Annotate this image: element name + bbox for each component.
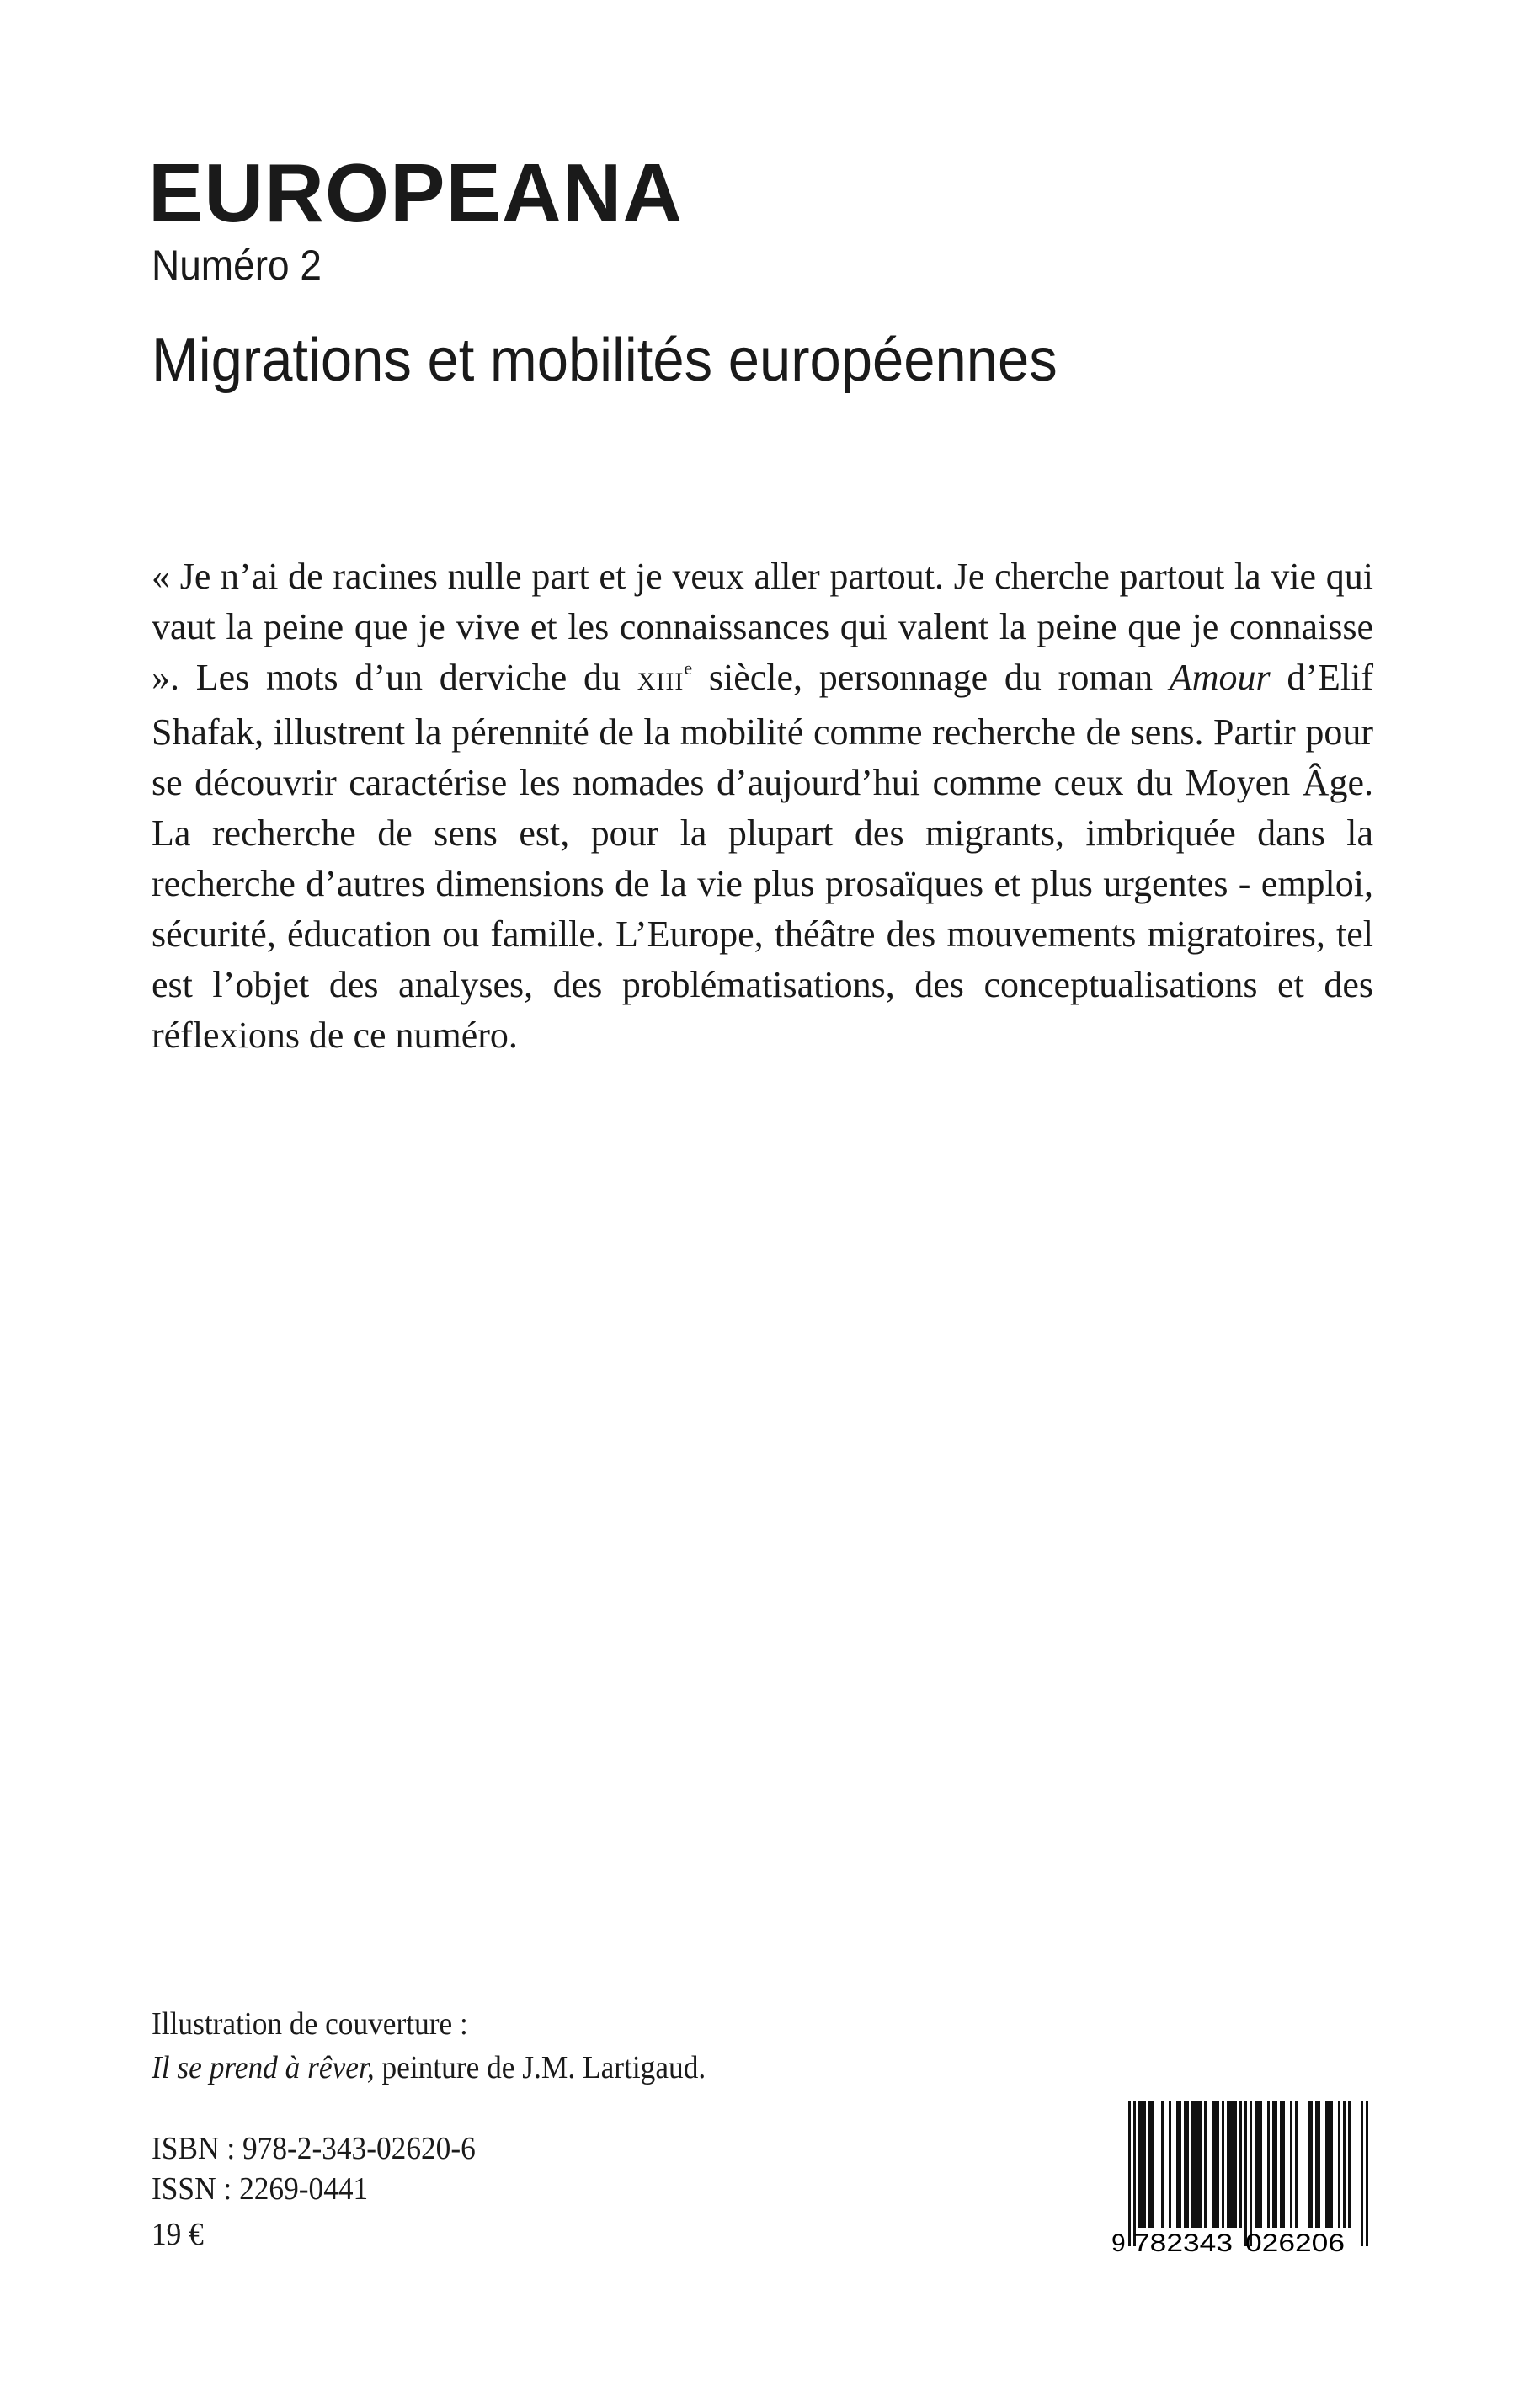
- journal-title: EUROPEANA: [148, 146, 684, 239]
- barcode-bar: [1348, 2101, 1351, 2228]
- barcode-bar: [1151, 2101, 1154, 2228]
- barcode-bar: [1184, 2101, 1186, 2228]
- barcode-bar: [1343, 2101, 1346, 2228]
- barcode-bar: [1282, 2101, 1285, 2228]
- barcode-bars: [1128, 2101, 1368, 2246]
- barcode-bar: [1229, 2101, 1232, 2228]
- barcode-bar: [1227, 2101, 1229, 2228]
- barcode-bar: [1328, 2101, 1330, 2228]
- barcode-bar: [1318, 2101, 1320, 2228]
- barcode-bar: [1148, 2101, 1151, 2228]
- barcode-bar: [1260, 2101, 1262, 2228]
- barcode-bar: [1310, 2101, 1313, 2228]
- barcode-bar: [1186, 2101, 1189, 2228]
- barcode-bar: [1272, 2101, 1275, 2228]
- barcode-bar: [1141, 2101, 1143, 2228]
- price: 19 €: [152, 2217, 204, 2252]
- barcode-bar: [1194, 2101, 1196, 2228]
- barcode-bar: [1290, 2101, 1292, 2228]
- barcode-bar: [1214, 2101, 1217, 2228]
- barcode-bar: [1366, 2101, 1368, 2246]
- barcode-bar: [1361, 2101, 1363, 2246]
- barcode-right-digits: 026206: [1245, 2229, 1345, 2256]
- barcode-bar: [1138, 2101, 1141, 2228]
- barcode-bar: [1133, 2101, 1136, 2246]
- painting-title: Il se prend à rêver,: [152, 2050, 375, 2085]
- barcode-bar: [1239, 2101, 1242, 2228]
- barcode-bar: [1176, 2101, 1179, 2228]
- barcode-bar: [1204, 2101, 1207, 2228]
- barcode-bar: [1315, 2101, 1318, 2228]
- issue-number: Numéro 2: [152, 242, 322, 289]
- barcode-bar: [1234, 2101, 1237, 2228]
- barcode-bar: [1295, 2101, 1298, 2228]
- issue-subtitle: Migrations et mobilités européennes: [152, 327, 1058, 394]
- isbn-barcode: [1110, 2100, 1371, 2256]
- barcode-bar: [1232, 2101, 1234, 2228]
- barcode-first-digit: 9: [1111, 2229, 1126, 2256]
- barcode-bar: [1275, 2101, 1277, 2228]
- barcode-bar: [1161, 2101, 1164, 2228]
- century-superscript: e: [684, 658, 693, 679]
- isbn: ISBN : 978-2-343-02620-6: [152, 2131, 476, 2166]
- illustration-credit: [152, 2052, 706, 2084]
- barcode-bar: [1217, 2101, 1219, 2228]
- barcode-bar: [1199, 2101, 1202, 2228]
- barcode-bar: [1250, 2101, 1252, 2246]
- barcode-bar: [1257, 2101, 1260, 2228]
- barcode-left-digits: 782343: [1133, 2229, 1233, 2256]
- issn: ISSN : 2269-0441: [152, 2171, 369, 2207]
- barcode-bar: [1330, 2101, 1333, 2228]
- barcode-bar: [1280, 2101, 1282, 2228]
- painting-credit: peinture de J.M. Lartigaud.: [374, 2050, 706, 2085]
- barcode-bar: [1338, 2101, 1340, 2228]
- barcode-bar: [1196, 2101, 1199, 2228]
- blurb-text: siècle, personnage du roman: [692, 657, 1170, 698]
- book-title: Amour: [1169, 657, 1271, 698]
- barcode-bar: [1169, 2101, 1171, 2228]
- barcode-bar: [1222, 2101, 1224, 2228]
- barcode-bar: [1191, 2101, 1194, 2228]
- barcode-bar: [1308, 2101, 1310, 2228]
- barcode-bar: [1325, 2101, 1328, 2228]
- illustration-label: Illustration de couverture :: [152, 2006, 468, 2042]
- back-cover-blurb: [152, 551, 1373, 1061]
- barcode-bar: [1128, 2101, 1131, 2246]
- barcode-bar: [1143, 2101, 1146, 2228]
- barcode-bar: [1267, 2101, 1270, 2228]
- barcode-bar: [1179, 2101, 1181, 2228]
- barcode-bar: [1255, 2101, 1257, 2228]
- century-numeral: XIII: [637, 668, 685, 695]
- blurb-text: d’Elif Shafak, illustrent la pérennité de la mobilité comme recherche de sens. Partir pour se découvrir caractérise les nomades d’aujourd’hui comme ceux du Moyen Âge. La recherche de sens est, pour la plupart des migrants, imbriquée dans la recherche d’autres dimensions de la vie plus prosaïques et plus urgentes - emploi, sécurité, éducation ou famille. L’Europe, théâtre des mouvements migratoires, tel est l’objet des analyses, des problématisations, des conceptualisations et des réflexions de ce numéro.: [152, 657, 1373, 1056]
- barcode-bar: [1212, 2101, 1214, 2228]
- blurb-text: « Je n’ai de racines nulle part et je veux aller partout. Je cherche partout la vie qui vaut la peine que je vive et les connaissances qui valent la peine que je connaisse ». Les mots d’un derviche du: [152, 556, 1373, 698]
- barcode-bar: [1244, 2101, 1247, 2246]
